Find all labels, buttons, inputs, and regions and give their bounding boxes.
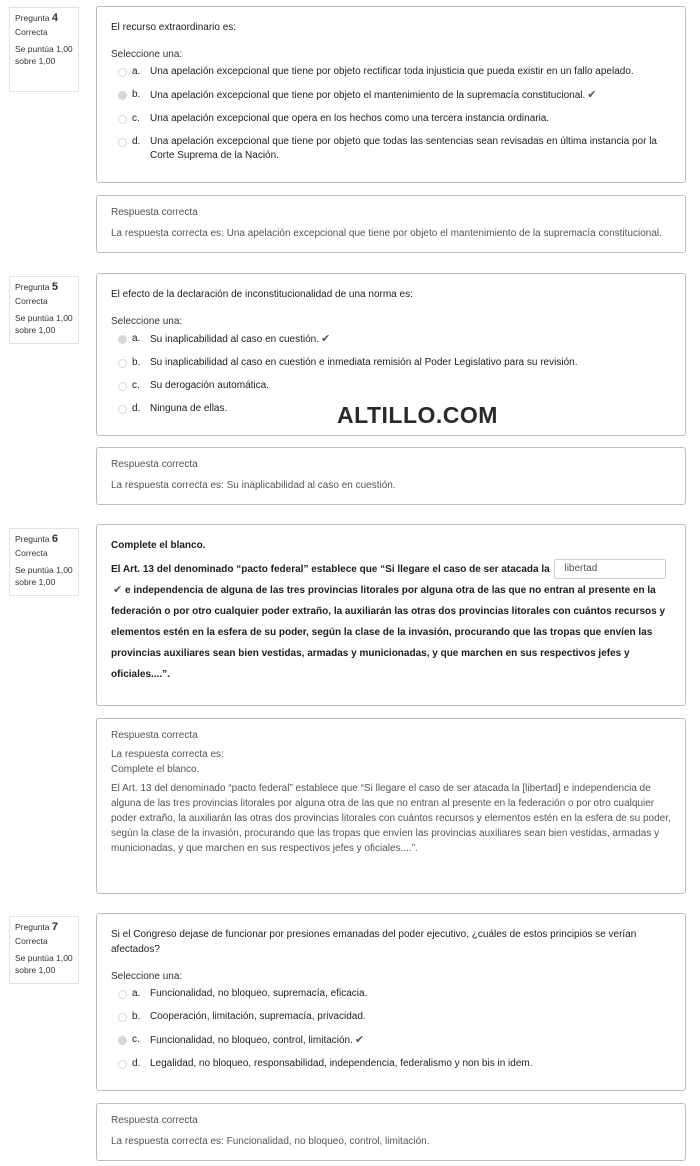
radio-icon[interactable]	[118, 68, 127, 77]
feedback-box-5	[96, 447, 686, 505]
watermark: ALTILLO.COM	[337, 402, 498, 428]
answer-input[interactable]: libertad	[554, 559, 666, 579]
question-info-4	[9, 7, 79, 92]
question-state: Correcta	[15, 936, 48, 946]
option-c[interactable]: c. Una apelación excepcional que opera en los hechos como una tercera instancia ordinaria.	[111, 112, 671, 126]
radio-icon[interactable]	[118, 405, 127, 414]
radio-icon[interactable]	[118, 382, 127, 391]
option-a[interactable]: a. Una apelación excepcional que tiene por objeto rectificar toda injusticia que pueda existir en un fallo apelado.	[111, 65, 671, 79]
question-state: Correcta	[15, 548, 48, 558]
question-grade: Se puntúa 1,00 sobre 1,00	[15, 565, 73, 587]
question-text: Si el Congreso dejase de funcionar por presiones emanadas del poder ejecutivo, ¿cuáles de estos principios se verían afectados?	[111, 929, 637, 955]
option-d[interactable]: d. Una apelación excepcional que tiene por objeto que todas las sentencias sean revisadas en última instancia por la Corte Suprema de la Nación.	[111, 135, 671, 163]
question-info-5	[9, 276, 79, 344]
feedback-body: El Art. 13 del denominado “pacto federal” establece que “Si llegare el caso de ser atacada la [libertad] e independencia de alguna de las tres provincias litorales por alguna otra de las que no entran al presente en la federación o por otro cualquier poder extraño, la auxiliarán las otras dos provincias litorales con cuántos recursos y elementos estén en la esfera de su poder, según la clase de la invasión, procurando que las tropas que envíen las provincias auxiliares sean bien vestidas, armadas y municionadas, y que marchen en sus respectivos jefes y oficiales....”.	[111, 783, 671, 854]
question-box-7	[96, 913, 686, 1091]
radio-icon[interactable]	[118, 138, 127, 147]
feedback-title: Respuesta correcta	[111, 459, 198, 470]
check-icon: ✔	[321, 333, 331, 345]
feedback-line-2: Complete el blanco.	[111, 764, 200, 775]
feedback-box-7	[96, 1103, 686, 1161]
radio-icon[interactable]	[118, 1036, 127, 1045]
radio-icon[interactable]	[118, 990, 127, 999]
option-a[interactable]: a. Funcionalidad, no bloqueo, supremacía, eficacia.	[111, 987, 671, 1001]
option-d[interactable]: d. Ninguna de ellas.	[111, 402, 671, 416]
radio-icon[interactable]	[118, 115, 127, 124]
question-grade: Se puntúa 1,00 sobre 1,00	[15, 953, 73, 975]
radio-icon[interactable]	[118, 359, 127, 368]
question-grade: Se puntúa 1,00 sobre 1,00	[15, 313, 73, 335]
question-text: Complete el blanco.	[111, 540, 206, 551]
feedback-line-1: La respuesta correcta es:	[111, 749, 224, 760]
feedback-box-6	[96, 718, 686, 894]
question-info-7	[9, 916, 79, 984]
question-box-6	[96, 524, 686, 706]
radio-icon[interactable]	[118, 1060, 127, 1069]
feedback-title: Respuesta correcta	[111, 1115, 198, 1126]
radio-icon[interactable]	[118, 335, 127, 344]
feedback-box-4	[96, 195, 686, 253]
question-number-label: Pregunta 5	[15, 281, 58, 293]
radio-icon[interactable]	[118, 1013, 127, 1022]
question-text: El recurso extraordinario es:	[111, 22, 237, 33]
option-a[interactable]: a. Su inaplicabilidad al caso en cuestión. ✔	[111, 332, 671, 347]
select-prompt: Seleccione una:	[111, 316, 183, 327]
feedback-answer: La respuesta correcta es: Una apelación excepcional que tiene por objeto el mantenimiento de la supremacía constitucional.	[111, 228, 662, 239]
question-box-4	[96, 6, 686, 183]
question-number-label: Pregunta 6	[15, 533, 58, 545]
feedback-title: Respuesta correcta	[111, 730, 198, 741]
question-text: El efecto de la declaración de inconstitucionalidad de una norma es:	[111, 289, 413, 300]
option-c[interactable]: c. Su derogación automática.	[111, 379, 671, 393]
select-prompt: Seleccione una:	[111, 971, 183, 982]
feedback-answer: La respuesta correcta es: Su inaplicabilidad al caso en cuestión.	[111, 480, 396, 491]
option-c[interactable]: c. Funcionalidad, no bloqueo, control, limitación. ✔	[111, 1033, 671, 1048]
check-icon: ✔	[113, 584, 123, 596]
radio-icon[interactable]	[118, 91, 127, 100]
option-b[interactable]: b. Su inaplicabilidad al caso en cuestión e inmediata remisión al Poder Legislativo para su revisión.	[111, 356, 671, 370]
feedback-title: Respuesta correcta	[111, 207, 198, 218]
select-prompt: Seleccione una:	[111, 49, 183, 60]
option-b[interactable]: b. Una apelación excepcional que tiene por objeto el mantenimiento de la supremacía constitucional. ✔	[111, 88, 671, 103]
question-grade: Se puntúa 1,00 sobre 1,00	[15, 44, 73, 66]
question-number-label: Pregunta 4	[15, 12, 58, 24]
question-state: Correcta	[15, 27, 48, 37]
question-state: Correcta	[15, 296, 48, 306]
option-b[interactable]: b. Cooperación, limitación, supremacía, privacidad.	[111, 1010, 671, 1024]
cloze-text: El Art. 13 del denominado “pacto federal” establece que “Si llegare el caso de ser atacada la libertad✔ e independencia de alguna de las tres provincias litorales por alguna otra de las que no entran al presente en la federación o por otro cualquier poder extraño, la auxiliarán las otras dos provincias litorales con cuántos recursos y elementos estén en la esfera de su poder, según la clase de la invasión, procurando que las tropas que envíen las provincias auxiliares sean bien vestidas, armadas y municionadas, y que marchen en sus respectivos jefes y oficiales....”.	[111, 559, 671, 685]
feedback-answer: La respuesta correcta es: Funcionalidad, no bloqueo, control, limitación.	[111, 1136, 430, 1147]
option-d[interactable]: d. Legalidad, no bloqueo, responsabilidad, independencia, federalismo y non bis in idem.	[111, 1057, 671, 1071]
question-info-6	[9, 528, 79, 596]
check-icon: ✔	[587, 89, 597, 101]
check-icon: ✔	[354, 1034, 365, 1046]
question-number-label: Pregunta 7	[15, 921, 58, 933]
